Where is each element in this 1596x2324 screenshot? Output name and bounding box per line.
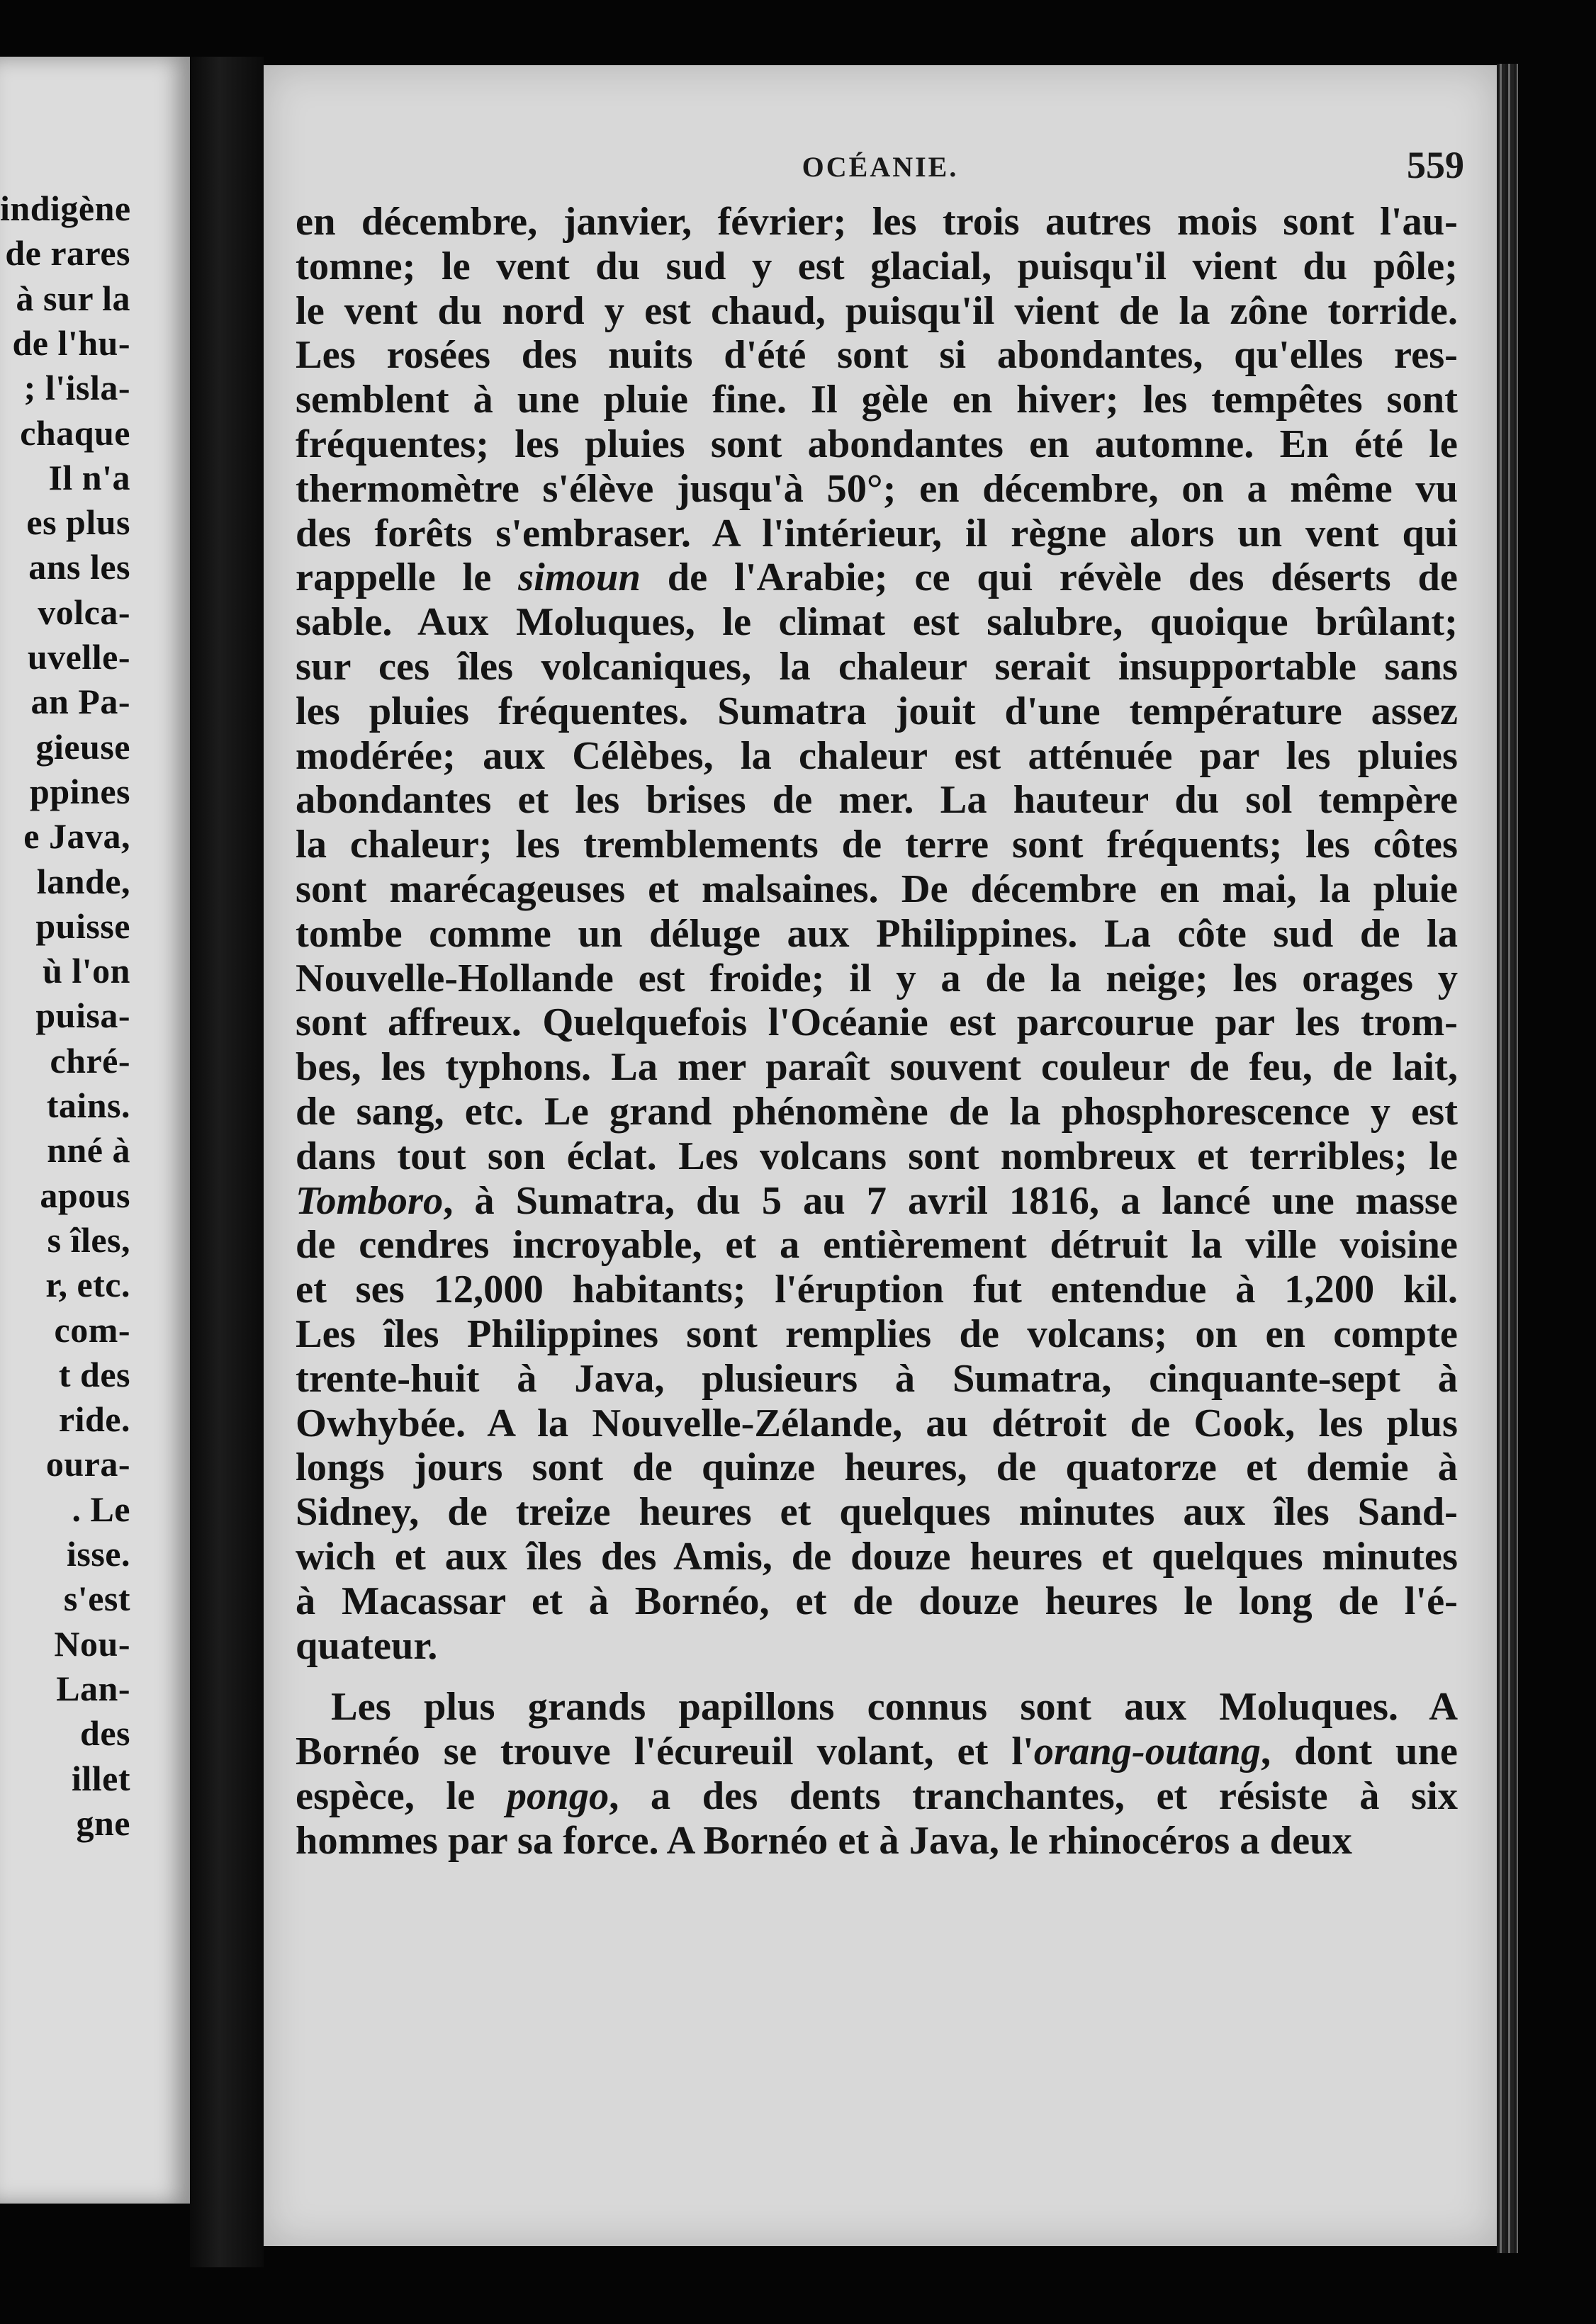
text-line: Nouvelle-Hollande est froide; il y a de la neige; les orages y (296, 956, 1458, 1000)
text-line: tomne; le vent du sud y est glacial, puisqu'il vient du pôle; (296, 244, 1458, 288)
left-page-line: gne (76, 1803, 130, 1843)
left-page-line: chaque (20, 412, 130, 453)
text-line: Bornéo se trouve l'écureuil volant, et l'orang-outang, dont une (296, 1730, 1458, 1774)
text-line: abondantes et les brises de mer. La hauteur du sol tempère (296, 778, 1458, 823)
left-page-line: puisa- (35, 995, 130, 1036)
left-page-line: de l'hu- (12, 322, 130, 363)
text-line: bes, les typhons. La mer paraît souvent couleur de feu, de lait, (296, 1045, 1458, 1090)
text-line: Les plus grands papillons connus sont aux Moluques. A (331, 1685, 1458, 1730)
left-page-line: ppines (30, 771, 130, 811)
left-page-line: nné à (47, 1130, 130, 1171)
left-page-line: tains. (46, 1085, 130, 1125)
text-line: hommes par sa force. A Bornéo et à Java, le rhinocéros a deux (296, 1818, 1352, 1863)
left-page-line: Lan- (56, 1668, 130, 1708)
text-line: sable. Aux Moluques, le climat est salubre, quoique brûlant; (296, 600, 1458, 645)
left-page-line: illet (71, 1758, 130, 1798)
left-page-line: uvelle- (27, 637, 130, 677)
text-line: en décembre, janvier, février; les trois autres mois sont l'au- (296, 200, 1458, 244)
left-page-line: ride. (58, 1399, 130, 1440)
left-page-line: Il n'a (48, 457, 130, 497)
left-page-line: indigène (0, 188, 131, 228)
text-line: Les rosées des nuits d'été sont si abondantes, qu'elles res- (296, 333, 1458, 378)
left-page-line: ù l'on (43, 951, 130, 991)
left-page-line: t des (58, 1354, 130, 1394)
left-page-line: r, etc. (45, 1265, 130, 1305)
page-number: 559 (1407, 144, 1464, 186)
left-page-line: puisse (35, 906, 130, 946)
book-page (264, 65, 1497, 2246)
paragraph-1 (296, 200, 1458, 1668)
text-line: tombe comme un déluge aux Philippines. La côte sud de la (296, 911, 1458, 956)
left-page-line: chré- (50, 1040, 130, 1081)
page-body (296, 200, 1458, 1863)
running-header-title: OCÉANIE. (802, 151, 959, 183)
text-line: semblent à une pluie fine. Il gèle en hiver; les tempêtes sont (296, 378, 1458, 422)
left-page-line: volca- (38, 592, 130, 632)
book-gutter (190, 57, 264, 2267)
text-line: quateur. (296, 1623, 438, 1668)
text-line: wich et aux îles des Amis, de douze heures et quelques minutes (296, 1534, 1458, 1579)
text-line: et ses 12,000 habitants; l'éruption fut entendue à 1,200 kil. (296, 1268, 1458, 1312)
left-page-line: an Pa- (30, 682, 130, 722)
left-page-line: gieuse (35, 726, 130, 767)
text-line: Tomboro, à Sumatra, du 5 au 7 avril 1816, a lancé une masse (296, 1178, 1458, 1223)
left-page-line: . Le (72, 1489, 130, 1529)
paragraph-2 (296, 1685, 1458, 1863)
left-page-line: com- (54, 1309, 130, 1350)
text-line: le vent du nord y est chaud, puisqu'il vient de la zône torride. (296, 288, 1458, 333)
text-line: rappelle le simoun de l'Arabie; ce qui révèle des déserts de (296, 555, 1458, 600)
left-page-line: à sur la (16, 278, 130, 318)
text-line: dans tout son éclat. Les volcans sont nombreux et terribles; le (296, 1134, 1458, 1178)
left-page-line: oura- (45, 1444, 130, 1484)
text-line: de cendres incroyable, et a entièrement détruit la ville voisine (296, 1223, 1458, 1268)
left-page-line: ; l'isla- (23, 368, 130, 408)
left-page-line: s'est (63, 1579, 130, 1619)
text-line: de sang, etc. Le grand phénomène de la phosphorescence y est (296, 1089, 1458, 1134)
left-page-line: isse. (67, 1534, 130, 1574)
text-line: espèce, le pongo, a des dents tranchantes, et résiste à six (296, 1773, 1458, 1818)
text-line: Les îles Philippines sont remplies de volcans; on en compte (296, 1312, 1458, 1356)
left-page-line: de rares (5, 233, 130, 273)
left-page-line: lande, (36, 861, 130, 901)
text-line: Sidney, de treize heures et quelques minutes aux îles Sand- (296, 1490, 1458, 1535)
text-line: fréquentes; les pluies sont abondantes en automne. En été le (296, 422, 1458, 466)
text-line: Owhybée. A la Nouvelle-Zélande, au détroit de Cook, les plus (296, 1401, 1458, 1445)
text-line: sont marécageuses et malsaines. De décembre en mai, la pluie (296, 867, 1458, 911)
left-page-line: s îles, (47, 1219, 130, 1260)
page-stack-edge (1497, 64, 1518, 2253)
paragraph-spacer (296, 1668, 1458, 1685)
left-facing-page (0, 57, 190, 2204)
left-page-line: des (80, 1713, 130, 1754)
text-line: les pluies fréquentes. Sumatra jouit d'une température assez (296, 689, 1458, 733)
text-line: trente-huit à Java, plusieurs à Sumatra, cinquante-sept à (296, 1356, 1458, 1401)
text-line: sur ces îles volcaniques, la chaleur serait insupportable sans (296, 644, 1458, 689)
text-line: thermomètre s'élève jusqu'à 50°; en décembre, on a même vu (296, 466, 1458, 511)
text-line: modérée; aux Célèbes, la chaleur est atténuée par les pluies (296, 733, 1458, 778)
left-page-line: apous (40, 1175, 130, 1215)
text-line: des forêts s'embraser. A l'intérieur, il règne alors un vent qui (296, 511, 1458, 555)
text-line: longs jours sont de quinze heures, de quatorze et demie à (296, 1445, 1458, 1490)
left-page-line: Nou- (54, 1623, 130, 1664)
left-page-line: es plus (26, 502, 130, 543)
left-page-line: e Java, (23, 816, 130, 857)
left-page-line: ans les (28, 547, 130, 587)
text-line: sont affreux. Quelquefois l'Océanie est parcourue par les trom- (296, 1000, 1458, 1045)
text-line: à Macassar et à Bornéo, et de douze heures le long de l'é- (296, 1579, 1458, 1623)
text-line: la chaleur; les tremblements de terre sont fréquents; les côtes (296, 823, 1458, 867)
